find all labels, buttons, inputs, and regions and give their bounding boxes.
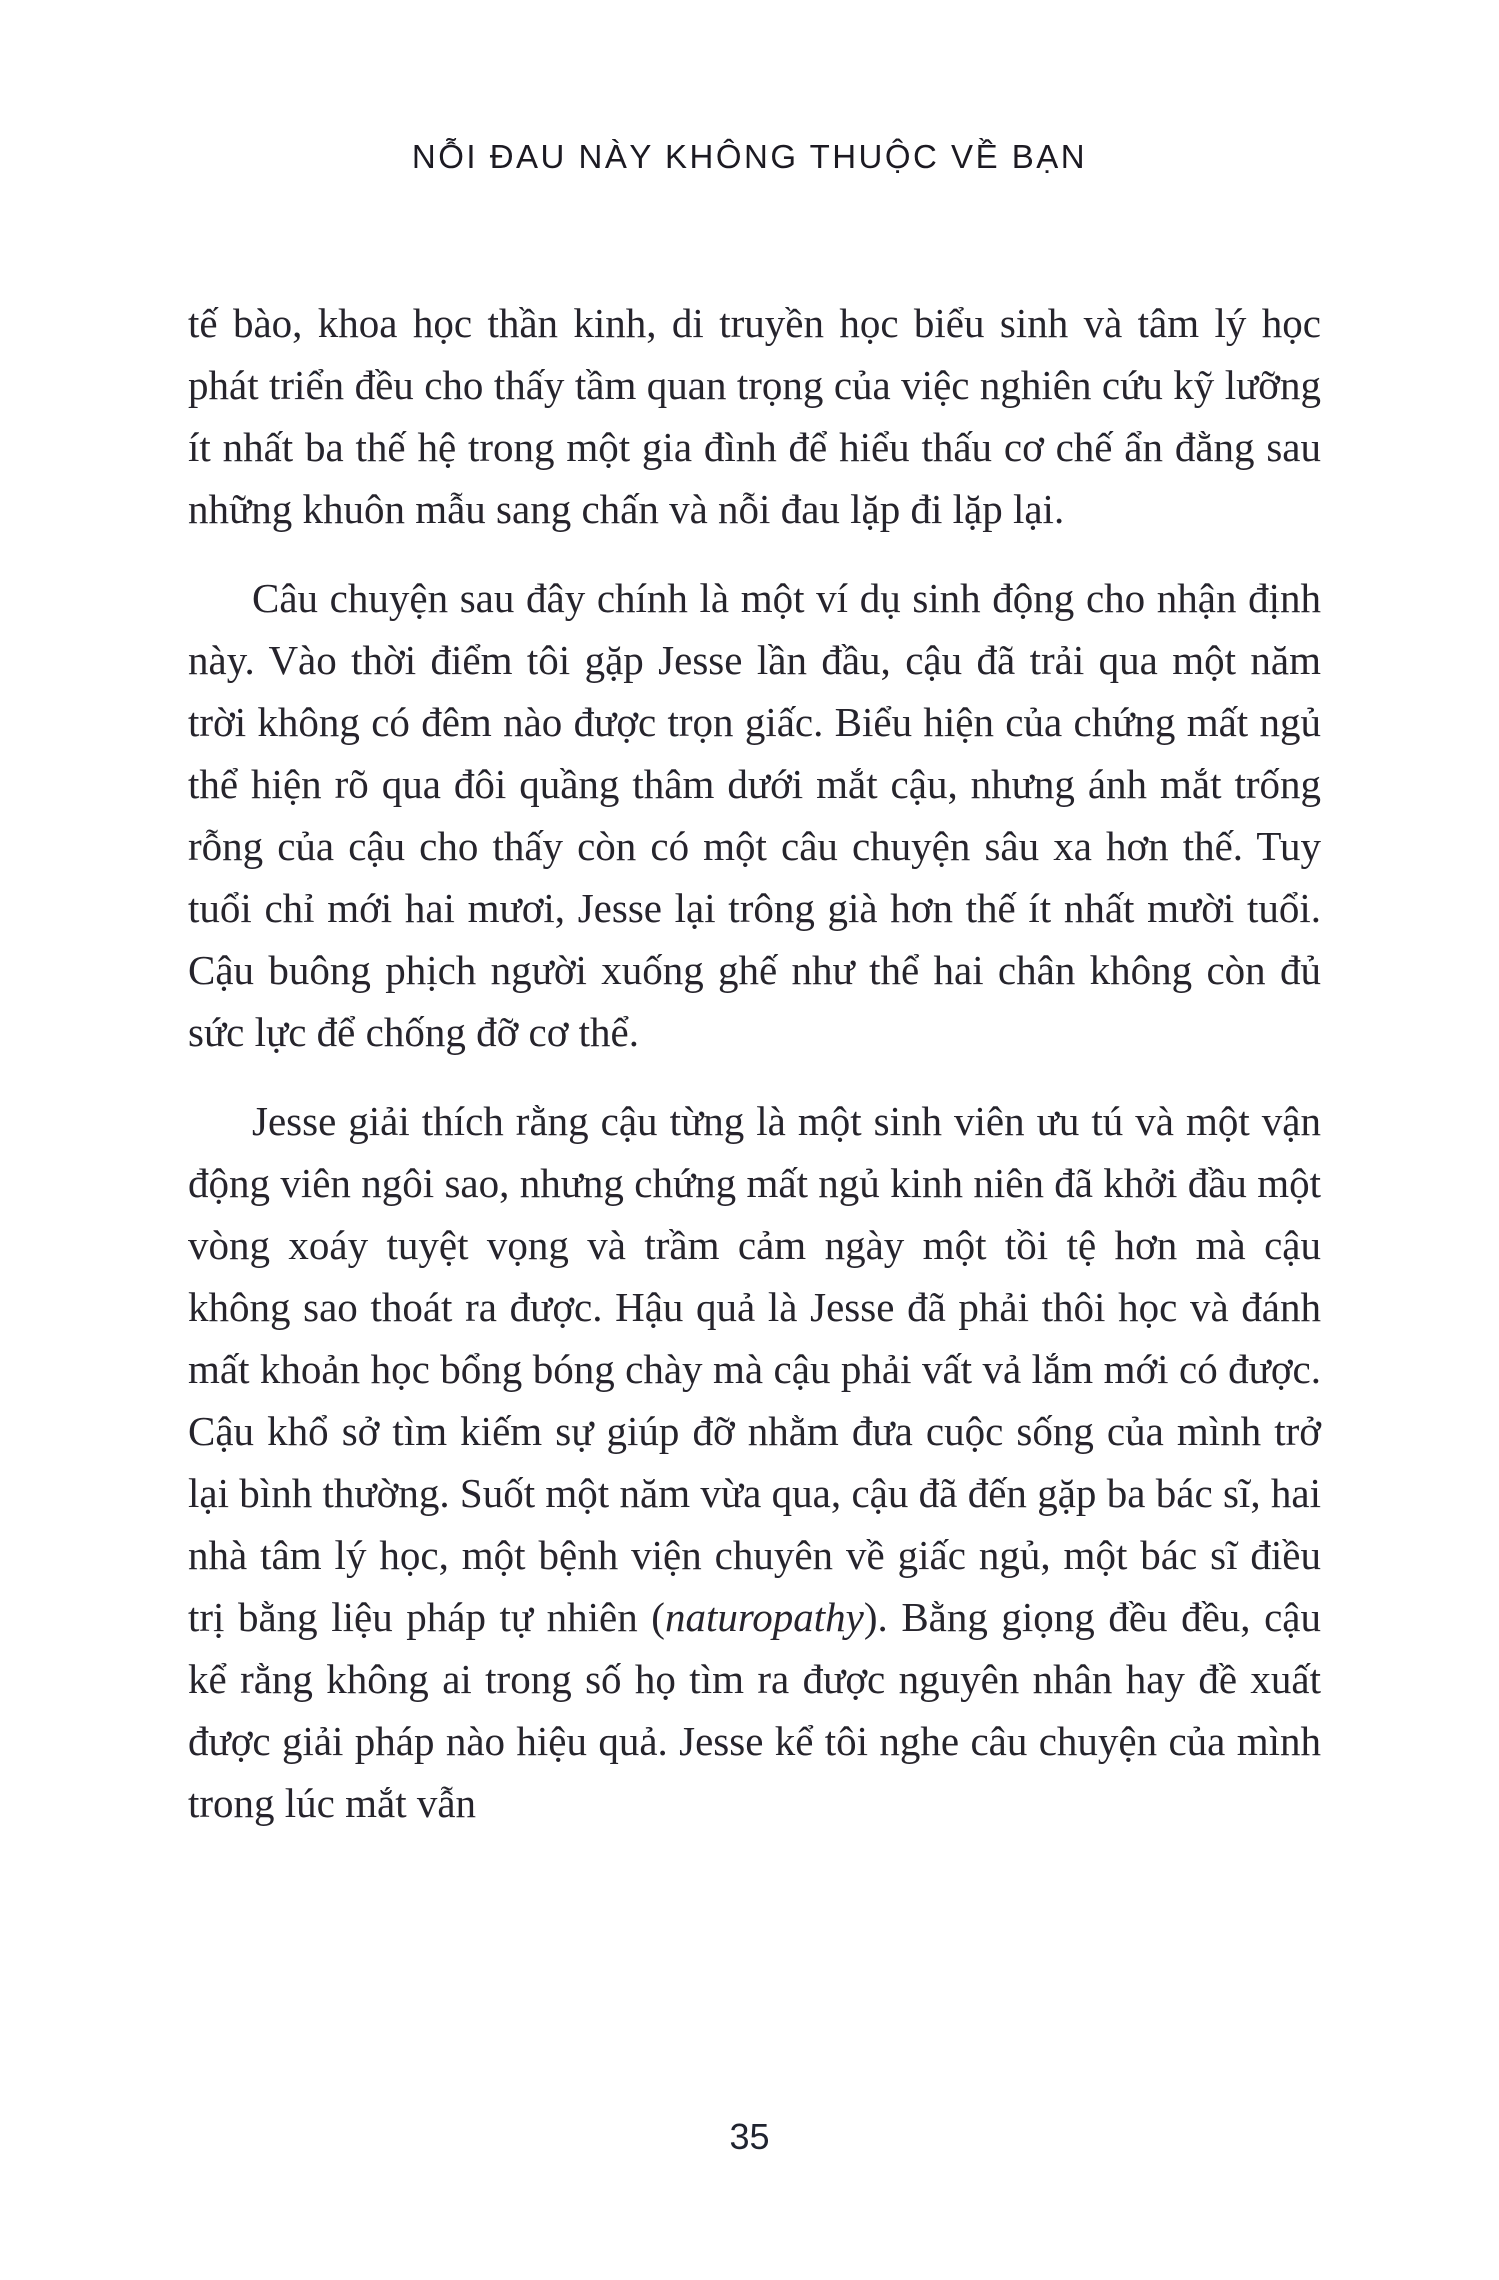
running-header: NỖI ĐAU NÀY KHÔNG THUỘC VỀ BẠN [411, 138, 1088, 175]
page-number: 35 [729, 2116, 770, 2157]
paragraph-continued: tế bào, khoa học thần kinh, di truyền học biểu sinh và tâm lý học phát triển đều cho thấy tầm quan trọng của việc nghiên cứu kỹ lưỡng ít nhất ba thế hệ trong một gia đình để hiểu thấu cơ chế ẩn đằng sau những khuôn mẫu sang chấn và nỗi đau lặp đi lặp lại. [188, 300, 1321, 532]
paragraph-jesse-story-text: Jesse giải thích rằng cậu từng là một sinh viên ưu tú và một vận động viên ngôi sao, nhưng chứng mất ngủ kinh niên đã khởi đầu một vòng xoáy tuyệt vọng và trầm cảm ngày một tồi tệ hơn mà cậu không sao thoát ra được. Hậu quả là Jesse đã phải thôi học và đánh mất khoản học bổng bóng chày mà cậu phải vất vả lắm mới có được. Cậu khổ sở tìm kiếm sự giúp đỡ nhằm đưa cuộc sống của mình trở lại bình thường. Suốt một năm vừa qua, cậu đã đến gặp ba bác sĩ, hai nhà tâm lý học, một bệnh viện chuyên về giấc ngủ, một bác sĩ điều trị bằng liệu pháp tự nhiên ( [188, 1098, 1321, 1640]
paragraph-jesse-story [188, 1090, 1321, 1834]
paragraph-jesse-story-text-after: ). Bằng giọng đều đều, cậu kể rằng không ai trong số họ tìm ra được nguyên nhân hay đề xuất được giải pháp nào hiệu quả. Jesse kể tôi nghe câu chuyện của mình trong lúc mắt vẫn [188, 1594, 1321, 1826]
body-text-block [188, 292, 1321, 1861]
italic-term-naturopathy: naturopathy [664, 1594, 864, 1640]
paragraph-jesse-intro: Câu chuyện sau đây chính là một ví dụ sinh động cho nhận định này. Vào thời điểm tôi gặp Jesse lần đầu, cậu đã trải qua một năm trời không có đêm nào được trọn giấc. Biểu hiện của chứng mất ngủ thể hiện rõ qua đôi quầng thâm dưới mắt cậu, nhưng ánh mắt trống rỗng của cậu cho thấy còn có một câu chuyện sâu xa hơn thế. Tuy tuổi chỉ mới hai mươi, Jesse lại trông già hơn thế ít nhất mười tuổi. Cậu buông phịch người xuống ghế như thể hai chân không còn đủ sức lực để chống đỡ cơ thể. [188, 575, 1321, 1055]
